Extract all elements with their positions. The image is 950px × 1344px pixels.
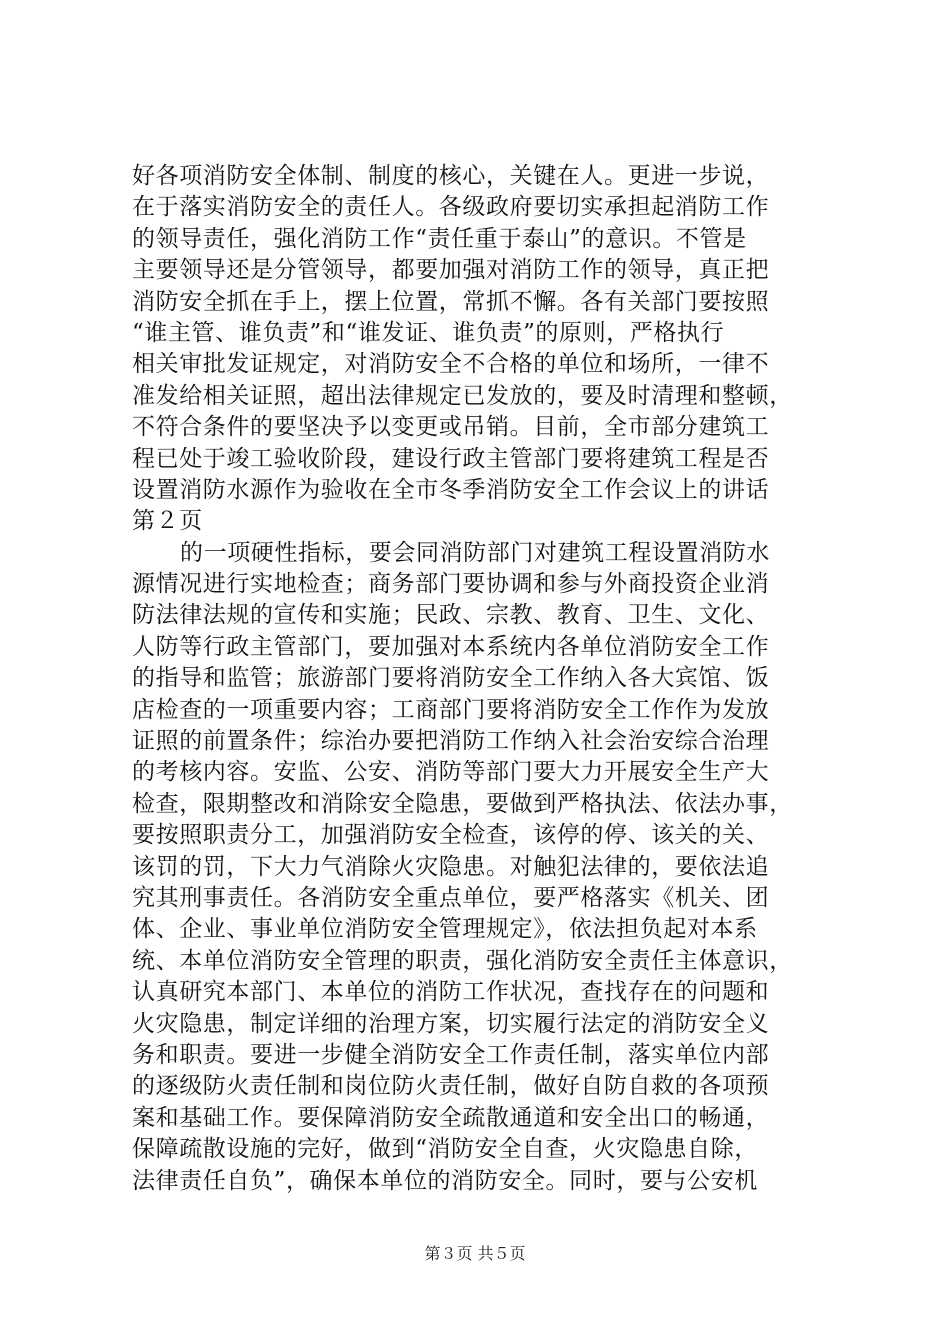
document-body bbox=[132, 161, 832, 1197]
text-line: 的领导责任，强化消防工作“责任重于泰山”的意识。不管是 bbox=[132, 225, 747, 252]
text-line: 消防安全抓在手上，摆上位置，常抓不懈。各有关部门要按照 bbox=[132, 288, 770, 315]
text-line: 保障疏散设施的完好，做到“消防安全自查，火灾隐患自除， bbox=[132, 1136, 758, 1163]
text-line: 的考核内容。安监、公安、消防等部门要大力开展安全生产大 bbox=[132, 759, 770, 786]
text-line: 的逐级防火责任制和岗位防火责任制，做好自防自救的各项预 bbox=[132, 1073, 770, 1100]
text-line: 统、本单位消防安全管理的职责，强化消防安全责任主体意识， bbox=[132, 947, 793, 974]
text-line: 源情况进行实地检查；商务部门要协调和参与外商投资企业消 bbox=[132, 571, 770, 598]
text-line: 务和职责。要进一步健全消防安全工作责任制，落实单位内部 bbox=[132, 1041, 770, 1068]
text-line: 的一项硬性指标，要会同消防部门对建筑工程设置消防水 bbox=[180, 539, 770, 566]
text-line: 不符合条件的要坚决予以变更或吊销。目前，全市部分建筑工 bbox=[132, 414, 770, 441]
text-line: 认真研究本部门、本单位的消防工作状况，查找存在的问题和 bbox=[132, 979, 770, 1006]
text-line: 证照的前置条件；综治办要把消防工作纳入社会治安综合治理 bbox=[132, 728, 770, 755]
text-line: 体、企业、事业单位消防安全管理规定》，依法担负起对本系 bbox=[132, 916, 758, 943]
text-line: 程已处于竣工验收阶段，建设行政主管部门要将建筑工程是否 bbox=[132, 445, 770, 472]
text-line: 案和基础工作。要保障消防安全疏散通道和安全出口的畅通， bbox=[132, 1104, 770, 1131]
text-line: “谁主管、谁负责”和“谁发证、谁负责”的原则，严格执行 bbox=[132, 319, 725, 346]
text-line: 究其刑事责任。各消防安全重点单位，要严格落实《机关、团 bbox=[132, 884, 770, 911]
text-line: 好各项消防安全体制、制度的核心，关键在人。更进一步说， bbox=[132, 163, 770, 189]
text-line: 该罚的罚，下大力气消除火灾隐患。对触犯法律的，要依法追 bbox=[132, 853, 770, 880]
text-line: 设置消防水源作为验收在全市冬季消防安全工作会议上的讲话 bbox=[132, 476, 770, 503]
text-line: 人防等行政主管部门，要加强对本系统内各单位消防安全工作 bbox=[132, 633, 770, 660]
text-line: 第２页 bbox=[132, 508, 203, 535]
text-line: 防法律法规的宣传和实施；民政、宗教、教育、卫生、文化、 bbox=[132, 602, 770, 629]
text-line: 店检查的一项重要内容；工商部门要将消防安全工作作为发放 bbox=[132, 696, 770, 723]
text-line: 要按照职责分工，加强消防安全检查，该停的停、该关的关、 bbox=[132, 822, 770, 849]
text-line: 在于落实消防安全的责任人。各级政府要切实承担起消防工作 bbox=[132, 194, 770, 221]
text-line: 的指导和监管；旅游部门要将消防安全工作纳入各大宾馆、饭 bbox=[132, 665, 770, 692]
text-line: 检查，限期整改和消除安全隐患，要做到严格执法、依法办事， bbox=[132, 790, 793, 817]
text-line: 主要领导还是分管领导，都要加强对消防工作的领导，真正把 bbox=[132, 257, 770, 284]
text-line: 火灾隐患，制定详细的治理方案，切实履行法定的消防安全义 bbox=[132, 1010, 770, 1037]
text-line: 法律责任自负”，确保本单位的消防安全。同时，要与公安机 bbox=[132, 1167, 758, 1194]
text-line: 准发给相关证照，超出法律规定已发放的，要及时清理和整顿， bbox=[132, 382, 793, 409]
page-footer: 第３页 共５页 bbox=[424, 1244, 526, 1263]
text-line: 相关审批发证规定，对消防安全不合格的单位和场所，一律不 bbox=[132, 351, 770, 378]
